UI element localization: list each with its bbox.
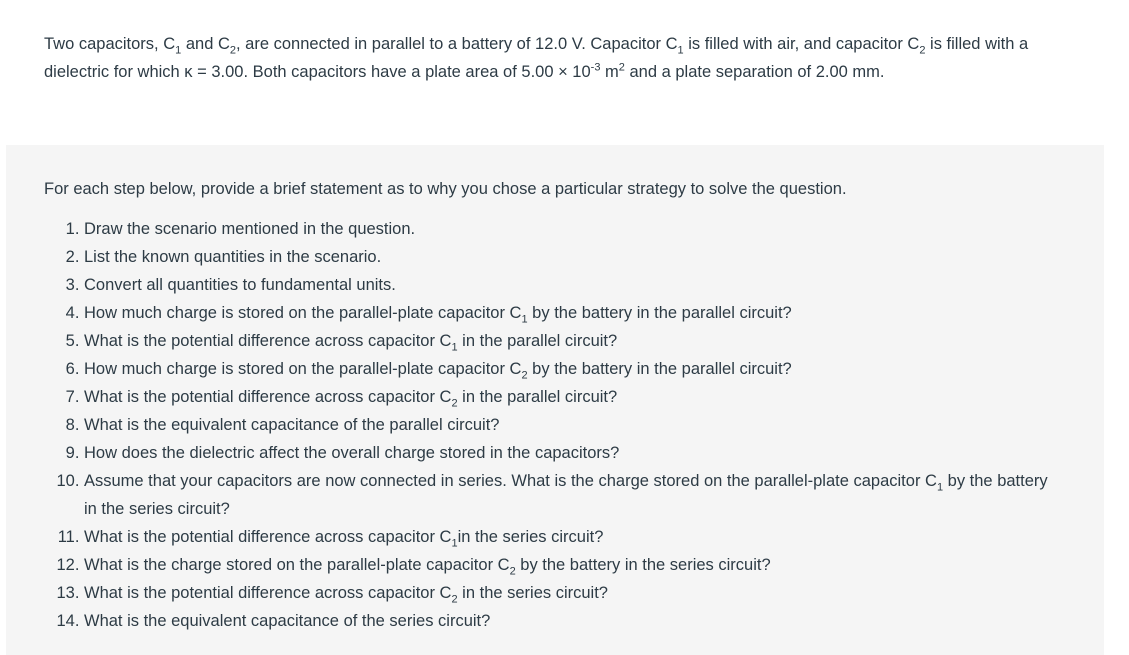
subscript: 2 [451,593,458,606]
subscript: 2 [451,397,458,410]
question-part: is filled with air, and capacitor C [683,35,920,53]
superscript: 2 [618,61,625,74]
steps-panel [6,145,1104,655]
step-item [84,411,1054,439]
subscript: 1 [175,44,182,57]
subscript: 2 [919,44,926,57]
step-item [84,523,1054,551]
step-item [84,355,1054,383]
question-part: and C [181,35,230,53]
step-text: How much charge is stored on the parallel-plate capacitor C [84,360,522,378]
step-text: What is the charge stored on the parallel-plate capacitor C [84,556,510,574]
step-text: Convert all quantities to fundamental units. [84,276,396,294]
step-item [84,607,1054,635]
step-item [84,579,1054,607]
subscript: 2 [521,369,528,382]
steps-list [44,215,1054,635]
step-text: by the battery in the series circuit? [84,472,1048,518]
step-text: Draw the scenario mentioned in the question. [84,220,416,238]
instructions-text: For each step below, provide a brief statement as to why you chose a particular strategy to solve the question. [44,180,847,198]
step-text: List the known quantities in the scenario. [84,248,382,266]
subscript: 1 [521,313,528,326]
step-text: by the battery in the parallel circuit? [527,360,792,378]
question-text [44,30,1084,86]
step-text: What is the equivalent capacitance of the series circuit? [84,612,491,630]
subscript: 1 [677,44,684,57]
subscript: 1 [936,481,944,494]
step-item [84,467,1054,523]
step-text: What is the potential difference across capacitor C [84,388,452,406]
step-item [84,327,1054,355]
step-text: What is the potential difference across capacitor C [84,528,452,546]
step-text: in the parallel circuit? [457,332,618,350]
step-text: How much charge is stored on the parallel-plate capacitor C [84,304,522,322]
step-text: What is the potential difference across capacitor C [84,332,452,350]
question-part: and a plate separation of 2.00 mm. [624,63,885,81]
subscript: 2 [229,44,237,57]
subscript: 2 [509,565,516,578]
question-part: Two capacitors, C [44,35,176,53]
question-part: m [600,63,619,81]
step-text: in the series circuit? [457,584,608,602]
step-item [84,439,1054,467]
subscript: 1 [451,341,458,354]
step-text: What is the equivalent capacitance of the parallel circuit? [84,416,500,434]
step-text: by the battery in the parallel circuit? [527,304,792,322]
step-text: How does the dielectric affect the overall charge stored in the capacitors? [84,444,620,462]
superscript: -3 [590,61,601,74]
step-text: in the parallel circuit? [457,388,618,406]
step-text: Assume that your capacitors are now connected in series. What is the charge stored on the parallel-plate capacitor C [84,472,937,490]
step-item [84,215,1054,243]
step-text: in the series circuit? [457,528,604,546]
subscript: 1 [451,537,458,550]
question-part: , are connected in parallel to a battery of 12.0 V. Capacitor C [236,35,678,53]
step-text: by the battery in the series circuit? [515,556,771,574]
step-item [84,243,1054,271]
step-item [84,551,1054,579]
question-part: is filled with a dielectric for which κ = 3.00. Both capacitors have a plate area of 5.00 × 10 [44,35,1029,81]
step-text: What is the potential difference across capacitor C [84,584,452,602]
step-item [84,299,1054,327]
step-item [84,271,1054,299]
step-item [84,383,1054,411]
